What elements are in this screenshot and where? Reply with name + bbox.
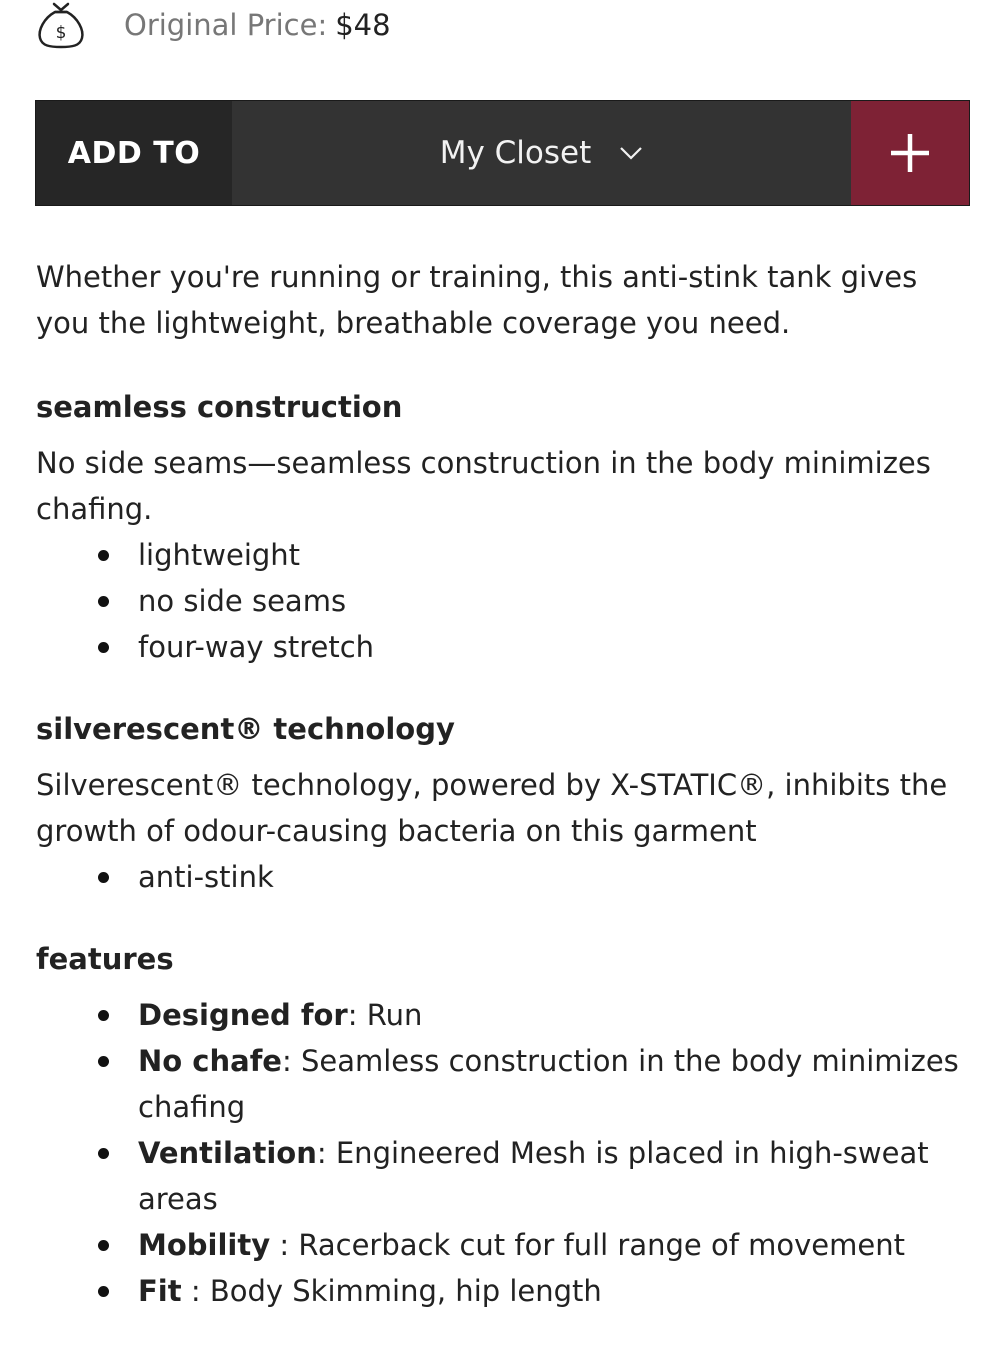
feature-item: Mobility : Racerback cut for full range of movement <box>36 1222 966 1268</box>
feature-text: Run <box>366 998 423 1032</box>
feature-item: Ventilation: Engineered Mesh is placed in high-sweat areas <box>36 1130 966 1222</box>
feature-text: Engineered Mesh is placed in high-sweat areas <box>138 1136 929 1216</box>
bullet-list <box>36 532 966 670</box>
add-to-label: ADD TO <box>36 101 232 205</box>
list-item: no side seams <box>36 578 966 624</box>
closet-dropdown[interactable] <box>232 101 851 205</box>
feature-term: No chafe <box>138 1044 282 1078</box>
list-item: four-way stretch <box>36 624 966 670</box>
add-to-bar <box>35 100 970 206</box>
closet-dropdown-value: My Closet <box>439 135 592 171</box>
feature-item: No chafe: Seamless construction in the body minimizes chafing <box>36 1038 966 1130</box>
feature-text: Seamless construction in the body minimizes chafing <box>138 1044 959 1124</box>
feature-term: Designed for <box>138 998 348 1032</box>
plus-icon <box>889 132 931 174</box>
add-to-closet-button[interactable] <box>851 101 969 205</box>
money-bag-icon <box>36 0 86 50</box>
chevron-down-icon <box>619 146 643 160</box>
bullet-list <box>36 854 966 900</box>
features-list <box>36 992 966 1314</box>
features-heading: features <box>36 942 174 976</box>
original-price-value: $48 <box>335 8 391 42</box>
feature-text: Body Skimming, hip length <box>209 1274 602 1308</box>
product-description <box>36 254 966 1350</box>
list-item: lightweight <box>36 532 966 578</box>
list-item: anti-stink <box>36 854 966 900</box>
section-heading: silverescent® technology <box>36 712 455 746</box>
section-heading: seamless construction <box>36 390 403 424</box>
feature-term: Mobility <box>138 1228 271 1262</box>
intro-text: Whether you're running or training, this anti-stink tank gives you the lightweight, breathable coverage you need. <box>36 260 918 340</box>
feature-item: Fit : Body Skimming, hip length <box>36 1268 966 1314</box>
original-price-label: Original Price: <box>124 8 328 42</box>
section-body: No side seams—seamless construction in the body minimizes chafing. <box>36 446 931 526</box>
feature-text: Racerback cut for full range of movement <box>298 1228 905 1262</box>
section-body: Silverescent® technology, powered by X-STATIC®, inhibits the growth of odour-causing bacteria on this garment <box>36 768 948 848</box>
feature-term: Ventilation <box>138 1136 317 1170</box>
svg-text:$: $ <box>55 23 67 43</box>
feature-item: Designed for: Run <box>36 992 966 1038</box>
original-price-row <box>36 0 391 50</box>
feature-term: Fit <box>138 1274 182 1308</box>
